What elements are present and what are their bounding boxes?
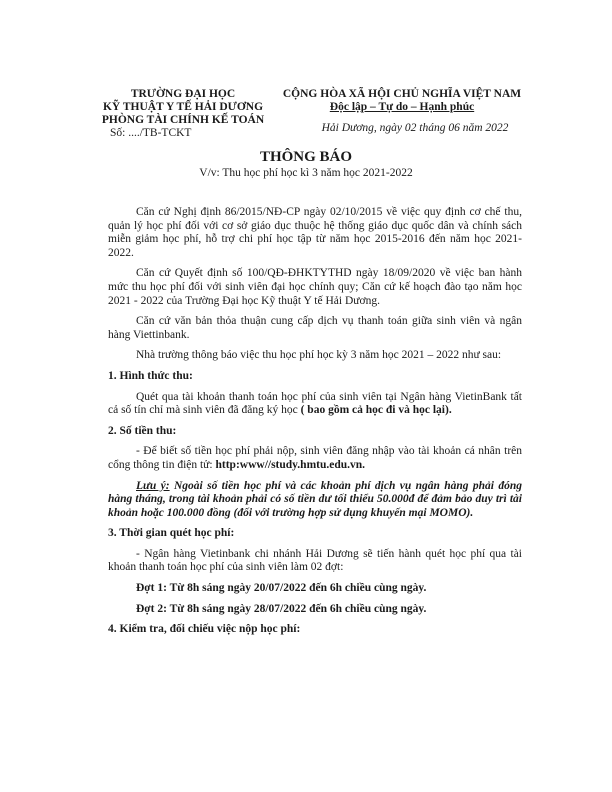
section-4-heading: 4. Kiểm tra, đối chiếu việc nộp học phí:: [108, 623, 301, 636]
issuer-university: TRƯỜNG ĐẠI HỌC: [130, 88, 236, 100]
paragraph-announcement: Nhà trường thông báo việc thu học phí học kỳ 3 năm học 2021 – 2022 như sau:: [136, 349, 502, 362]
national-motto: Độc lập – Tự do – Hạnh phúc: [329, 101, 475, 113]
section-1-heading: 1. Hình thức thu:: [108, 369, 193, 382]
document-title: THÔNG BÁO: [259, 149, 353, 165]
section-3-heading: 3. Thời gian quét học phí:: [108, 527, 235, 540]
section-2-heading: 2. Số tiền thu:: [108, 424, 177, 437]
portal-link: http:www//study.hmtu.edu.vn.: [215, 458, 366, 471]
section-2-body: - Để biết số tiền học phí phải nộp, sinh viên đăng nhập vào tài khoản cá nhân trên cổng thông tin điện tử:: [108, 445, 522, 471]
note-label: Lưu ý:: [136, 479, 170, 492]
document-body: [108, 206, 522, 644]
issuer-block: [88, 88, 278, 140]
round-1: Đợt 1: Từ 8h sáng ngày 20/07/2022 đến 6h chiều cùng ngày.: [136, 582, 427, 595]
paragraph-decision: Căn cứ Quyết định số 100/QĐ-ĐHKTYTHD ngày 18/09/2020 về việc ban hành mức thu học phí đối với sinh viên đại học chính quy; Căn cứ kế hoạch đào tạo năm học 2021 - 2022 của Trường Đại học Kỹ thuật Y tế Hải Dương.: [108, 267, 522, 307]
section-3-text: - Ngân hàng Vietinbank chi nhánh Hải Dương sẽ tiến hành quét học phí qua tài khoản thanh toán học phí của sinh viên làm 02 đợt:: [108, 547, 522, 574]
section-1-text: [108, 391, 522, 418]
issuer-department: PHÒNG TÀI CHÍNH KẾ TOÁN: [101, 114, 265, 126]
section-2-note: [108, 480, 522, 521]
section-1-body: Quét qua tài khoản thanh toán học phí của sinh viên tại Ngân hàng VietinBank tất cả số tín chỉ mà sinh viên đã đăng ký học: [108, 390, 522, 417]
dateline: Hải Dương, ngày 02 tháng 06 năm 2022: [321, 122, 509, 134]
note-text: Ngoài số tiền học phí và các khoản phí dịch vụ ngân hàng phải đóng hàng tháng, trong tài khoản phải có số tiền dư tối thiểu 50.000đ để đảm bảo duy trì tài khoản hoặc 100.000 đồng (đối với trường hợp sử dụng khuyến mại MOMO).: [108, 479, 522, 519]
paragraph-decree: Căn cứ Nghị định 86/2015/NĐ-CP ngày 02/10/2015 về việc quy định cơ chế thu, quản lý học phí đối với cơ sở giáo dục thuộc hệ thống giáo dục quốc dân và chính sách miễn giảm học phí, hỗ trợ chi phí học tập từ năm học 2015-2016 đến năm học 2021-2022.: [108, 206, 522, 259]
document-subject: V/v: Thu học phí học kì 3 năm học 2021-2022: [199, 167, 413, 179]
section-2-text: [108, 445, 522, 472]
round-2: Đợt 2: Từ 8h sáng ngày 28/07/2022 đến 6h chiều cùng ngày.: [136, 602, 427, 615]
issuer-university-name: KỸ THUẬT Y TẾ HẢI DƯƠNG: [102, 101, 264, 113]
paragraph-agreement: Căn cứ văn bản thỏa thuận cung cấp dịch vụ thanh toán giữa sinh viên và ngân hàng Viettinbank.: [108, 315, 522, 341]
section-1-emphasis: ( bao gồm cả học đi và học lại).: [300, 404, 452, 417]
document-number: Số: ..../TB-TCKT: [110, 127, 192, 139]
national-title: CỘNG HÒA XÃ HỘI CHỦ NGHĨA VIỆT NAM: [282, 88, 522, 100]
national-header: [272, 88, 532, 114]
